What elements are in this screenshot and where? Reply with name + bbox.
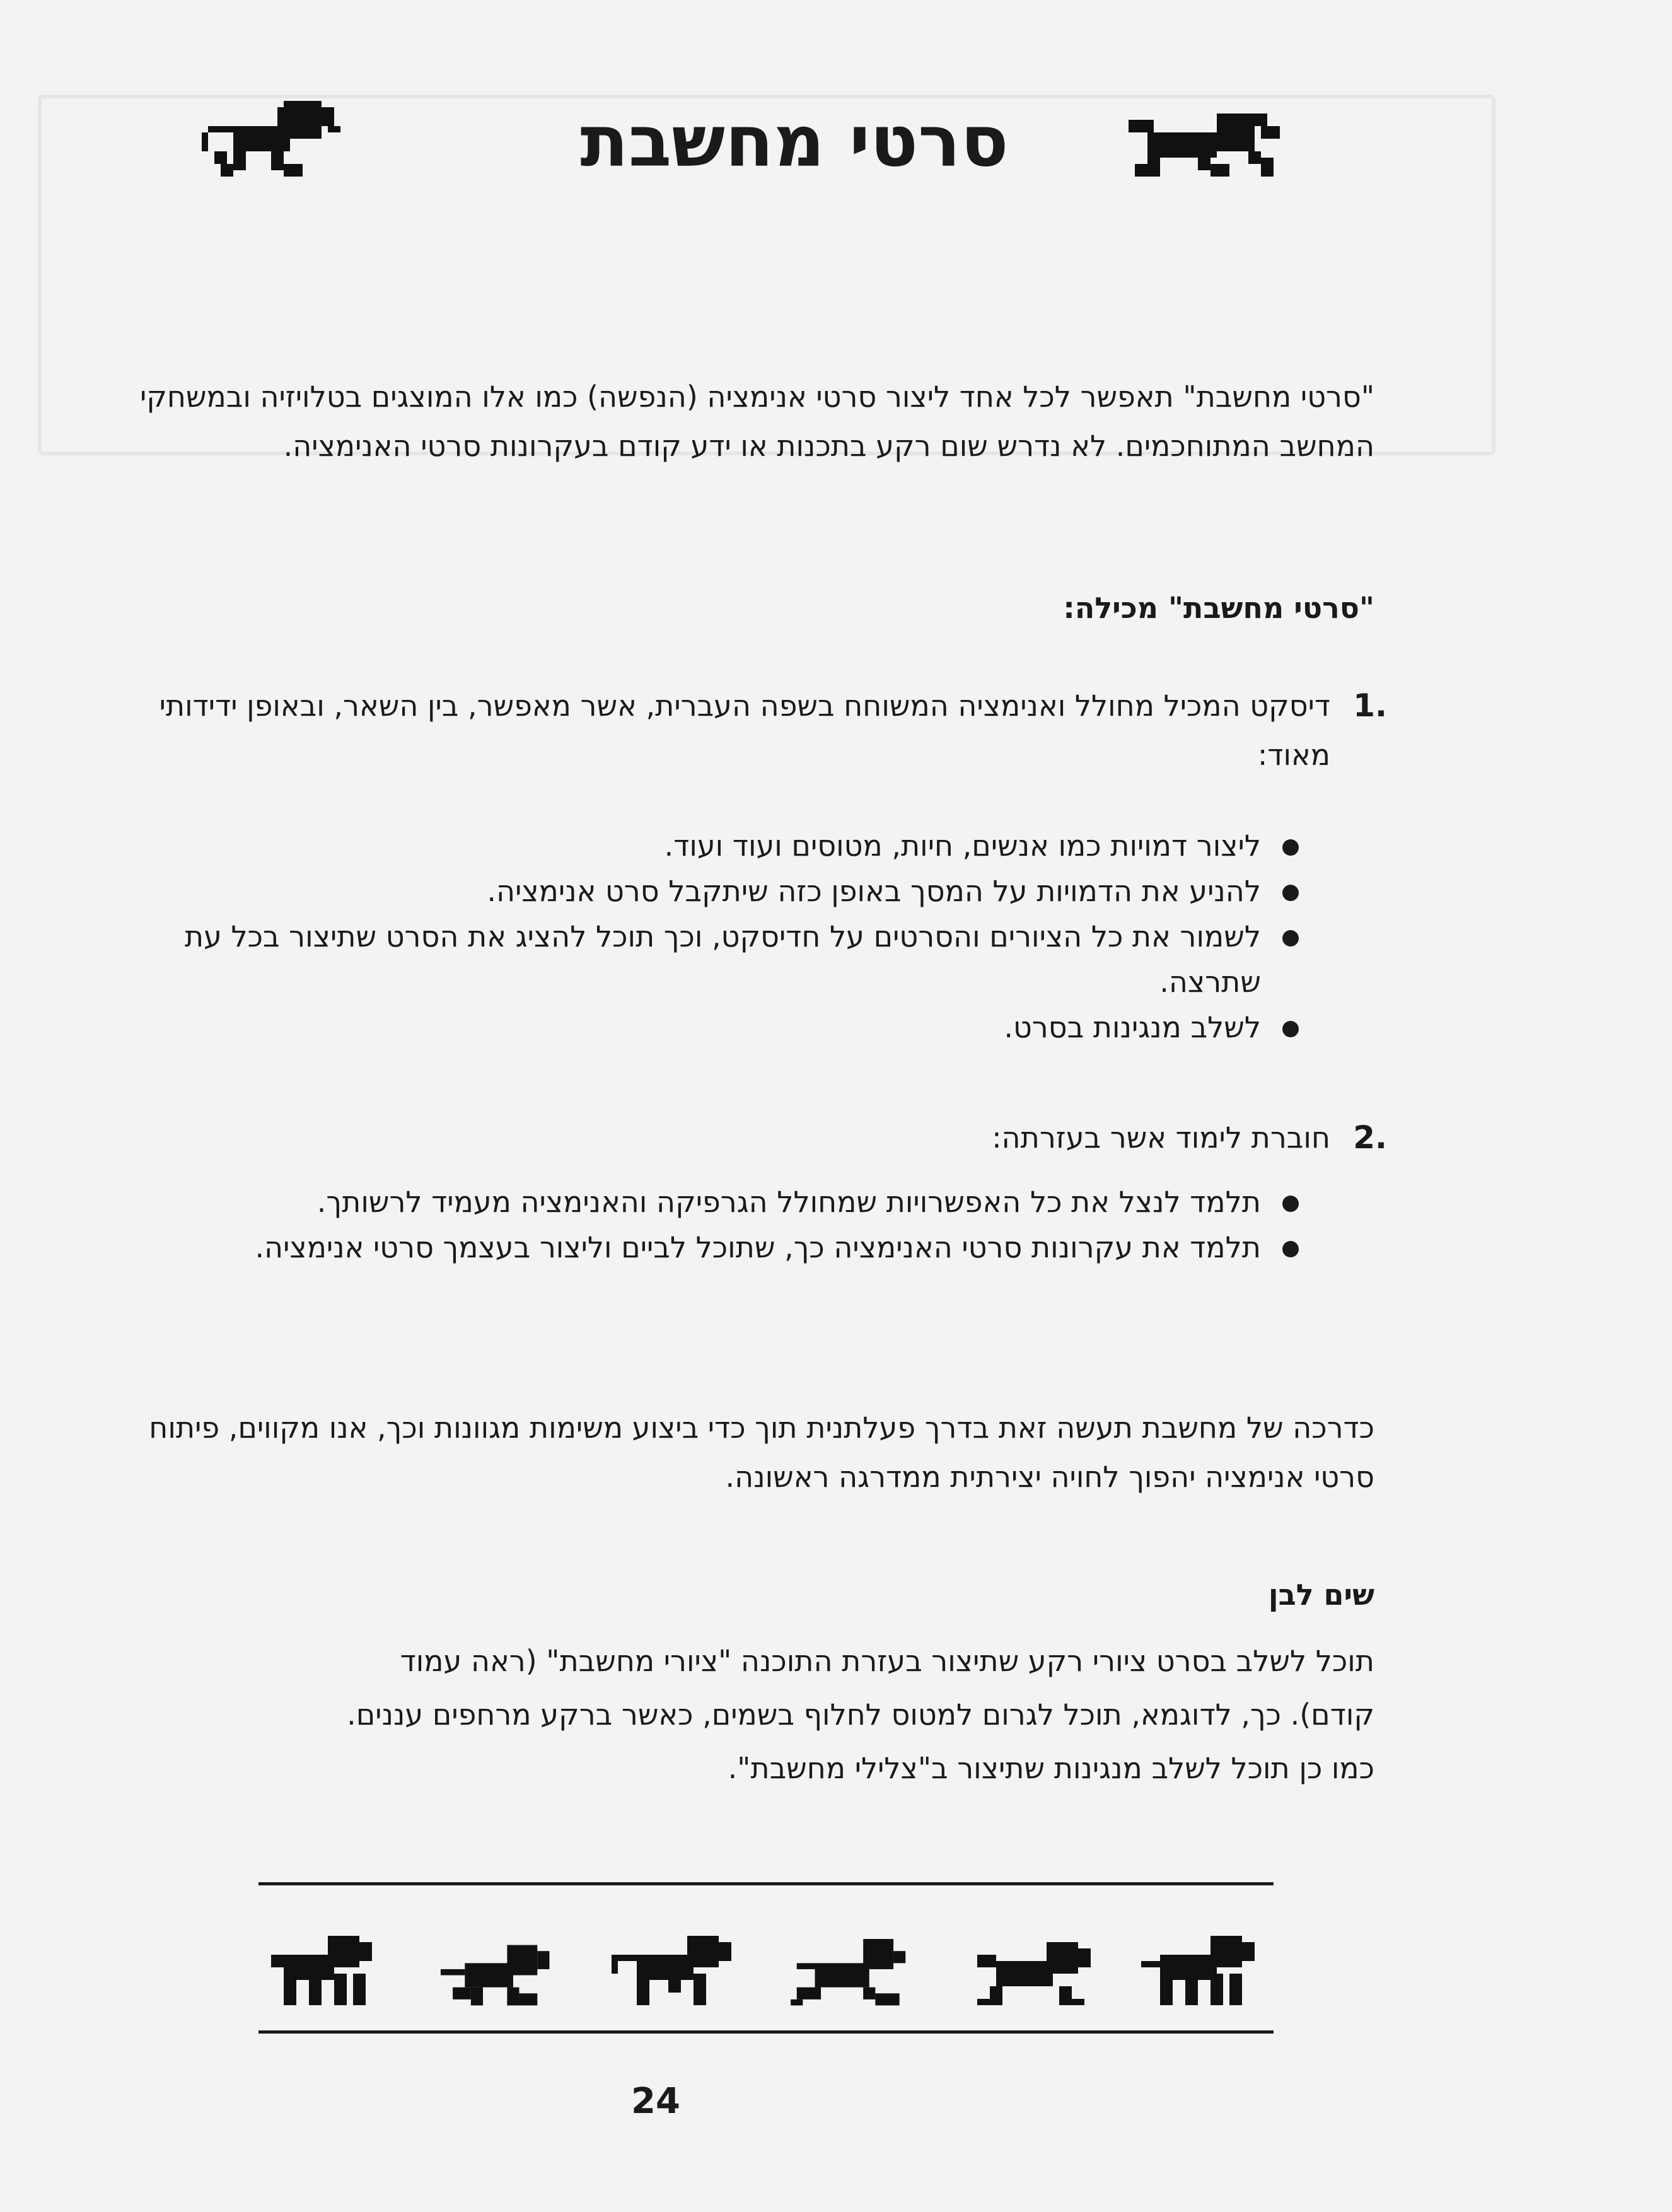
includes-heading: "סרטי מחשבת" מכילה: — [1063, 591, 1374, 625]
page-title: סרטי מחשבת — [580, 101, 1009, 183]
bullet-icon — [1282, 930, 1299, 946]
lion-strip — [258, 1930, 1267, 2024]
bullet-icon — [1282, 1021, 1299, 1037]
lion-icon — [788, 1939, 914, 2011]
intro-paragraph: "סרטי מחשבת" תאפשר לכל אחד ליצור סרטי אנימציה (הנפשה) כמו אלו המוצגים בטלויזיה ובמשחקי המחשב המתוחכמים. לא נדרש שום רקע בתכנות או ידע קודם בעקרונות סרטי האנימציה. — [139, 380, 1374, 463]
list-item: תלמד את עקרונות סרטי האנימציה כך, שתוכל לביים וליצור בעצמך סרטי אנימציה. — [101, 1225, 1299, 1270]
note-line: קודם). כך, לדוגמא, תוכל לגרום למטוס לחלוף בשמים, כאשר ברקע מרחפים עננים. — [347, 1697, 1374, 1732]
bottom-divider — [258, 2030, 1274, 2034]
item-text: חוברת לימוד אשר בעזרתה: — [992, 1121, 1330, 1155]
bullet-icon — [1282, 1196, 1299, 1212]
lion-icon — [1122, 101, 1286, 189]
bullet-icon — [1282, 839, 1299, 856]
list-item: ליצור דמויות כמו אנשים, חיות, מטוסים ועוד ועוד. — [101, 823, 1299, 868]
bullet-icon — [1282, 885, 1299, 901]
closing-paragraph: כדרכה של מחשבת תעשה זאת בדרך פעלתנית תוך כדי ביצוע משימות מגוונות וכך, אנו מקווים, פיתוח סרטי אנימציה יהפוך לחויה יצירתית ממדרגה ראשונה. — [149, 1411, 1374, 1494]
numbered-item-1 — [101, 681, 1387, 779]
list-item: לשמור את כל הציורים והסרטים על חדיסקט, וכך תוכל להציג את הסרט שתיצור בכל עת שתרצה. — [101, 914, 1299, 1004]
note-line: כמו כן תוכל לשלב מנגינות שתיצור ב"צלילי מחשבת". — [728, 1751, 1374, 1785]
top-divider — [258, 1882, 1274, 1885]
bullet-list-2 — [101, 1179, 1299, 1270]
bullet-icon — [1282, 1241, 1299, 1257]
lion-icon — [265, 1936, 378, 2011]
page-number: 24 — [631, 2081, 680, 2122]
title-row — [177, 82, 1324, 202]
bullet-list-1 — [101, 823, 1299, 1050]
note-line: תוכל לשלב בסרט ציורי רקע שתיצור בעזרת התוכנה "ציורי מחשבת" (ראה עמוד — [400, 1644, 1374, 1678]
note-heading: שים לבן — [1268, 1578, 1374, 1612]
list-item: להניע את הדמויות על המסך באופן כזה שיתקבל סרט אנימציה. — [101, 868, 1299, 914]
lion-icon — [1141, 1936, 1261, 2011]
item-text: דיסקט המכיל מחולל ואנימציה המשוחח בשפה העברית, אשר מאפשר, בין השאר, ובאופן ידידותי מאוד: — [159, 689, 1330, 772]
numbered-item-2 — [101, 1113, 1387, 1162]
lion-icon — [195, 95, 347, 183]
item-number: .2 — [1353, 1119, 1387, 1156]
lion-icon — [971, 1942, 1097, 2011]
item-number: .1 — [1353, 687, 1387, 724]
list-item: לשלב מנגינות בסרט. — [101, 1004, 1299, 1050]
lion-icon — [612, 1936, 738, 2011]
list-item: תלמד לנצל את כל האפשרויות שמחולל הגרפיקה והאנימציה מעמיד לרשותך. — [101, 1179, 1299, 1225]
lion-icon — [438, 1939, 558, 2011]
